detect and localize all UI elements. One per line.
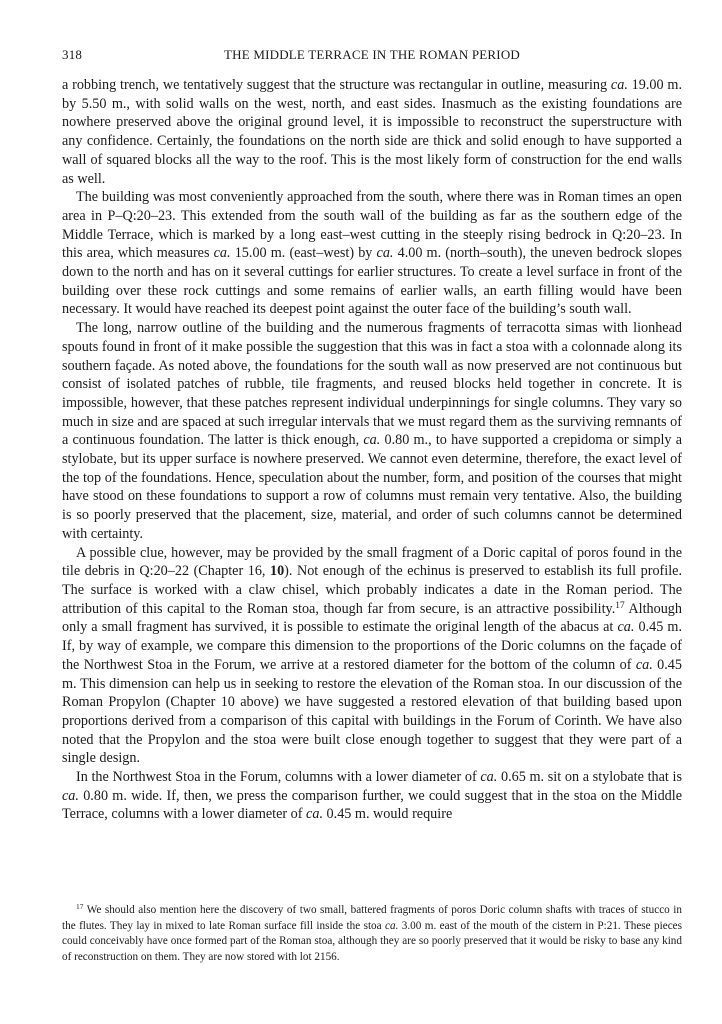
footnotes [62, 903, 682, 965]
body-text [62, 76, 682, 824]
footnote-text: We should also mention here the discovery of two small, battered fragments of poros Doric column shafts with traces of stucco in the flutes. They lay in mixed to late Roman surface fill inside the stoa ca. 3.00 m. east of the mouth of the cistern in P:21. These pieces could conceivably have once formed part of the Roman stoa, although they are so poorly preserved that it would be risky to base any kind of reconstruction on them. They are now stored with lot 2156. [62, 904, 682, 963]
paragraph: The building was most conveniently approached from the south, where there was in Roman times an open area in P–Q:20–23. This extended from the south wall of the building as far as the southern edge of the Middle Terrace, which is marked by a long east–west cutting in the steeply rising bedrock in Q:20–23. In this area, which measures ca. 15.00 m. (east–west) by ca. 4.00 m. (north–south), the uneven bedrock slopes down to the north and has on it several cuttings for earlier structures. To create a level surface in front of the building over these rock cuttings and some remains of earlier walls, an earth filling would have been necessary. It would have reached its deepest point against the outer face of the building’s south wall. [62, 189, 682, 318]
running-head: THE MIDDLE TERRACE IN THE ROMAN PERIOD [224, 47, 520, 62]
paragraph: A possible clue, however, may be provided by the small fragment of a Doric capital of poros found in the tile debris in Q:20–22 (Chapter 16, 10). Not enough of the echinus is preserved to establish its full profile. The surface is worked with a claw chisel, which probably indicates a date in the Roman period. The attribution of this capital to the Roman stoa, though far from secure, is an attractive possibility.$^{17}$ Although only a small fragment has survived, it is possible to estimate the original length of the abacus at ca. 0.45 m. If, by way of example, we compare this dimension to the proportions of the Doric columns on the façade of the Northwest Stoa in the Forum, we arrive at a restored diameter for the bottom of the column of ca. 0.45 m. This dimension can help us in seeking to restore the elevation of the Roman stoa. In our discussion of the Roman Propylon (Chapter 10 above) we have suggested a restored elevation of that building based upon proportions derived from a comparison of this capital with buildings in the Forum of Corinth. We have also noted that the Propylon and the stoa were built close enough together to suggest that they were part of a single design. [62, 544, 682, 767]
paragraph: The long, narrow outline of the building and the numerous fragments of terracotta simas with lionhead spouts found in front of it make possible the suggestion that this was in fact a stoa with a colonnade along its southern façade. As noted above, the foundations for the south wall as now preserved are not continuous but consist of isolated patches of rubble, tile fragments, and reused blocks held together in concrete. It is impossible, however, that these patches represent individual underpinnings for single columns. They vary so much in size and are spaced at such irregular intervals that we must regard them as the surviving remnants of a continuous foundation. The latter is thick enough, ca. 0.80 m., to have supported a crepidoma or simply a stylobate, but its upper surface is nowhere preserved. We cannot even determine, therefore, the exact level of the top of the foundations. Hence, speculation about the number, form, and position of the courses that might have stood on these foundations to support a row of columns must remain very tentative. Also, the building is so poorly preserved that the placement, size, material, and order of such columns cannot be determined with certainty. [62, 320, 682, 542]
paragraph: a robbing trench, we tentatively suggest that the structure was rectangular in outline, measuring ca. 19.00 m. by 5.50 m., with solid walls on the west, north, and east sides. Inasmuch as the existing foundations are nowhere preserved above the original ground level, it is impossible to reconstruct the superstructure with any confidence. Certainly, the foundations on the north side are thick and solid enough to have supported a wall of squared blocks all the way to the roof. This is the most likely form of construction for the end walls as well. [62, 77, 682, 187]
footnote-number: 17 [76, 901, 84, 911]
footnote [62, 903, 682, 965]
page-header [62, 47, 682, 65]
page-number: 318 [62, 47, 83, 62]
paragraph: In the Northwest Stoa in the Forum, columns with a lower diameter of ca. 0.65 m. sit on a stylobate that is ca. 0.80 m. wide. If, then, we press the comparison further, we could suggest that in the stoa on the Middle Terrace, columns with a lower diameter of ca. 0.45 m. would require [62, 769, 682, 823]
